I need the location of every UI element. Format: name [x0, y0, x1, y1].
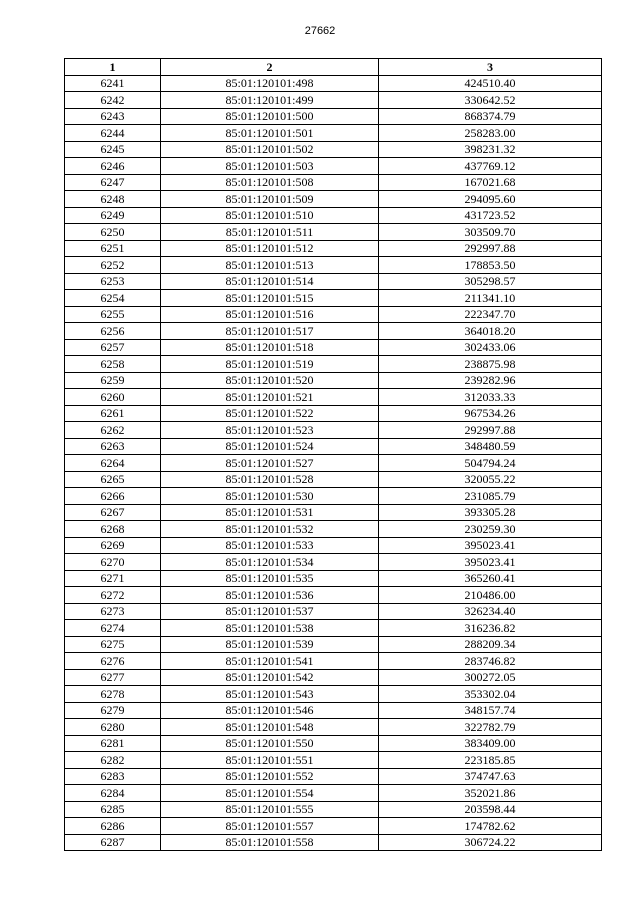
cadastral-id-cell: 85:01:120101:542 [161, 669, 379, 686]
value-cell: 348157.74 [379, 702, 602, 719]
table-row [65, 455, 602, 472]
row-number-cell: 6247 [65, 174, 161, 191]
cadastral-id-cell: 85:01:120101:538 [161, 620, 379, 637]
cadastral-id-cell: 85:01:120101:535 [161, 570, 379, 587]
value-cell: 437769.12 [379, 158, 602, 175]
row-number-cell: 6268 [65, 521, 161, 538]
table-row [65, 75, 602, 92]
value-cell: 239282.96 [379, 372, 602, 389]
value-cell: 316236.82 [379, 620, 602, 637]
value-cell: 178853.50 [379, 257, 602, 274]
table-row [65, 818, 602, 835]
cadastral-id-cell: 85:01:120101:503 [161, 158, 379, 175]
cadastral-id-cell: 85:01:120101:515 [161, 290, 379, 307]
table-row [65, 422, 602, 439]
cadastral-id-cell: 85:01:120101:543 [161, 686, 379, 703]
value-cell: 312033.33 [379, 389, 602, 406]
row-number-cell: 6264 [65, 455, 161, 472]
row-number-cell: 6276 [65, 653, 161, 670]
row-number-cell: 6262 [65, 422, 161, 439]
cadastral-id-cell: 85:01:120101:521 [161, 389, 379, 406]
value-cell: 306724.22 [379, 834, 602, 851]
row-number-cell: 6272 [65, 587, 161, 604]
table-row [65, 735, 602, 752]
value-cell: 353302.04 [379, 686, 602, 703]
row-number-cell: 6267 [65, 504, 161, 521]
table-row [65, 752, 602, 769]
cadastral-id-cell: 85:01:120101:527 [161, 455, 379, 472]
cadastral-id-cell: 85:01:120101:551 [161, 752, 379, 769]
value-cell: 292997.88 [379, 422, 602, 439]
cadastral-id-cell: 85:01:120101:557 [161, 818, 379, 835]
cadastral-id-cell: 85:01:120101:531 [161, 504, 379, 521]
cadastral-id-cell: 85:01:120101:546 [161, 702, 379, 719]
value-cell: 431723.52 [379, 207, 602, 224]
row-number-cell: 6249 [65, 207, 161, 224]
value-cell: 300272.05 [379, 669, 602, 686]
row-number-cell: 6255 [65, 306, 161, 323]
value-cell: 210486.00 [379, 587, 602, 604]
cadastral-id-cell: 85:01:120101:532 [161, 521, 379, 538]
row-number-cell: 6253 [65, 273, 161, 290]
row-number-cell: 6256 [65, 323, 161, 340]
row-number-cell: 6274 [65, 620, 161, 637]
value-cell: 174782.62 [379, 818, 602, 835]
table-row [65, 620, 602, 637]
value-cell: 203598.44 [379, 801, 602, 818]
cadastral-id-cell: 85:01:120101:516 [161, 306, 379, 323]
cadastral-id-cell: 85:01:120101:501 [161, 125, 379, 142]
value-cell: 223185.85 [379, 752, 602, 769]
value-cell: 504794.24 [379, 455, 602, 472]
column-header-value: 3 [379, 59, 602, 76]
table-row [65, 207, 602, 224]
column-header-number: 1 [65, 59, 161, 76]
row-number-cell: 6278 [65, 686, 161, 703]
table-row [65, 768, 602, 785]
value-cell: 302433.06 [379, 339, 602, 356]
cadastral-id-cell: 85:01:120101:536 [161, 587, 379, 604]
value-cell: 294095.60 [379, 191, 602, 208]
row-number-cell: 6279 [65, 702, 161, 719]
table-row [65, 306, 602, 323]
row-number-cell: 6245 [65, 141, 161, 158]
cadastral-id-cell: 85:01:120101:514 [161, 273, 379, 290]
cadastral-id-cell: 85:01:120101:530 [161, 488, 379, 505]
value-cell: 303509.70 [379, 224, 602, 241]
value-cell: 352021.86 [379, 785, 602, 802]
table-row [65, 389, 602, 406]
row-number-cell: 6251 [65, 240, 161, 257]
cadastral-id-cell: 85:01:120101:550 [161, 735, 379, 752]
table-row [65, 570, 602, 587]
table-row [65, 653, 602, 670]
table-row [65, 92, 602, 109]
value-cell: 230259.30 [379, 521, 602, 538]
table-row [65, 405, 602, 422]
row-number-cell: 6277 [65, 669, 161, 686]
row-number-cell: 6243 [65, 108, 161, 125]
table-row [65, 719, 602, 736]
table-row [65, 257, 602, 274]
table-row [65, 240, 602, 257]
table-row [65, 273, 602, 290]
row-number-cell: 6280 [65, 719, 161, 736]
table-row [65, 801, 602, 818]
table-row [65, 323, 602, 340]
header-row [65, 59, 602, 76]
cadastral-id-cell: 85:01:120101:524 [161, 438, 379, 455]
value-cell: 320055.22 [379, 471, 602, 488]
table-row [65, 587, 602, 604]
row-number-cell: 6259 [65, 372, 161, 389]
cadastral-id-cell: 85:01:120101:537 [161, 603, 379, 620]
value-cell: 374747.63 [379, 768, 602, 785]
row-number-cell: 6258 [65, 356, 161, 373]
table-row [65, 125, 602, 142]
row-number-cell: 6250 [65, 224, 161, 241]
table-row [65, 603, 602, 620]
value-cell: 393305.28 [379, 504, 602, 521]
cadastral-id-cell: 85:01:120101:512 [161, 240, 379, 257]
cadastral-id-cell: 85:01:120101:554 [161, 785, 379, 802]
table-row [65, 438, 602, 455]
table-row [65, 834, 602, 851]
value-cell: 365260.41 [379, 570, 602, 587]
row-number-cell: 6265 [65, 471, 161, 488]
table-row [65, 669, 602, 686]
table-row [65, 504, 602, 521]
table-row [65, 537, 602, 554]
cadastral-id-cell: 85:01:120101:519 [161, 356, 379, 373]
column-header-cadastral-id: 2 [161, 59, 379, 76]
cadastral-id-cell: 85:01:120101:552 [161, 768, 379, 785]
row-number-cell: 6246 [65, 158, 161, 175]
table-row [65, 290, 602, 307]
cadastral-id-cell: 85:01:120101:534 [161, 554, 379, 571]
row-number-cell: 6266 [65, 488, 161, 505]
table-row [65, 521, 602, 538]
cadastral-id-cell: 85:01:120101:558 [161, 834, 379, 851]
row-number-cell: 6254 [65, 290, 161, 307]
value-cell: 348480.59 [379, 438, 602, 455]
value-cell: 395023.41 [379, 537, 602, 554]
value-cell: 211341.10 [379, 290, 602, 307]
cadastral-id-cell: 85:01:120101:541 [161, 653, 379, 670]
page-number: 27662 [304, 25, 336, 37]
value-cell: 167021.68 [379, 174, 602, 191]
row-number-cell: 6282 [65, 752, 161, 769]
value-cell: 326234.40 [379, 603, 602, 620]
cadastral-id-cell: 85:01:120101:518 [161, 339, 379, 356]
value-cell: 868374.79 [379, 108, 602, 125]
table-row [65, 158, 602, 175]
cadastral-id-cell: 85:01:120101:523 [161, 422, 379, 439]
row-number-cell: 6242 [65, 92, 161, 109]
table-row [65, 636, 602, 653]
table-row [65, 339, 602, 356]
cadastral-value-table [64, 58, 602, 851]
cadastral-id-cell: 85:01:120101:548 [161, 719, 379, 736]
table-row [65, 488, 602, 505]
row-number-cell: 6244 [65, 125, 161, 142]
value-cell: 398231.32 [379, 141, 602, 158]
table-body [65, 75, 602, 851]
table-row [65, 174, 602, 191]
cadastral-id-cell: 85:01:120101:528 [161, 471, 379, 488]
row-number-cell: 6257 [65, 339, 161, 356]
value-cell: 967534.26 [379, 405, 602, 422]
row-number-cell: 6273 [65, 603, 161, 620]
table-row [65, 356, 602, 373]
cadastral-id-cell: 85:01:120101:511 [161, 224, 379, 241]
cadastral-id-cell: 85:01:120101:502 [161, 141, 379, 158]
cadastral-id-cell: 85:01:120101:509 [161, 191, 379, 208]
row-number-cell: 6263 [65, 438, 161, 455]
row-number-cell: 6261 [65, 405, 161, 422]
row-number-cell: 6252 [65, 257, 161, 274]
value-cell: 424510.40 [379, 75, 602, 92]
value-cell: 283746.82 [379, 653, 602, 670]
table-row [65, 686, 602, 703]
row-number-cell: 6270 [65, 554, 161, 571]
cadastral-id-cell: 85:01:120101:520 [161, 372, 379, 389]
row-number-cell: 6241 [65, 75, 161, 92]
value-cell: 322782.79 [379, 719, 602, 736]
row-number-cell: 6284 [65, 785, 161, 802]
cadastral-id-cell: 85:01:120101:533 [161, 537, 379, 554]
row-number-cell: 6286 [65, 818, 161, 835]
row-number-cell: 6287 [65, 834, 161, 851]
value-cell: 383409.00 [379, 735, 602, 752]
value-cell: 288209.34 [379, 636, 602, 653]
table-header [65, 59, 602, 76]
table-row [65, 471, 602, 488]
table-row [65, 108, 602, 125]
row-number-cell: 6281 [65, 735, 161, 752]
cadastral-id-cell: 85:01:120101:517 [161, 323, 379, 340]
cadastral-id-cell: 85:01:120101:522 [161, 405, 379, 422]
cadastral-id-cell: 85:01:120101:555 [161, 801, 379, 818]
table-row [65, 554, 602, 571]
table-row [65, 191, 602, 208]
cadastral-id-cell: 85:01:120101:498 [161, 75, 379, 92]
value-cell: 292997.88 [379, 240, 602, 257]
value-cell: 330642.52 [379, 92, 602, 109]
cadastral-id-cell: 85:01:120101:500 [161, 108, 379, 125]
row-number-cell: 6271 [65, 570, 161, 587]
row-number-cell: 6285 [65, 801, 161, 818]
cadastral-id-cell: 85:01:120101:513 [161, 257, 379, 274]
value-cell: 238875.98 [379, 356, 602, 373]
cadastral-id-cell: 85:01:120101:510 [161, 207, 379, 224]
value-cell: 222347.70 [379, 306, 602, 323]
cadastral-id-cell: 85:01:120101:539 [161, 636, 379, 653]
table-row [65, 372, 602, 389]
row-number-cell: 6275 [65, 636, 161, 653]
row-number-cell: 6248 [65, 191, 161, 208]
row-number-cell: 6283 [65, 768, 161, 785]
row-number-cell: 6269 [65, 537, 161, 554]
row-number-cell: 6260 [65, 389, 161, 406]
table-row [65, 702, 602, 719]
table-row [65, 224, 602, 241]
value-cell: 231085.79 [379, 488, 602, 505]
value-cell: 395023.41 [379, 554, 602, 571]
value-cell: 305298.57 [379, 273, 602, 290]
value-cell: 258283.00 [379, 125, 602, 142]
cadastral-id-cell: 85:01:120101:499 [161, 92, 379, 109]
table-row [65, 785, 602, 802]
cadastral-id-cell: 85:01:120101:508 [161, 174, 379, 191]
table-row [65, 141, 602, 158]
value-cell: 364018.20 [379, 323, 602, 340]
